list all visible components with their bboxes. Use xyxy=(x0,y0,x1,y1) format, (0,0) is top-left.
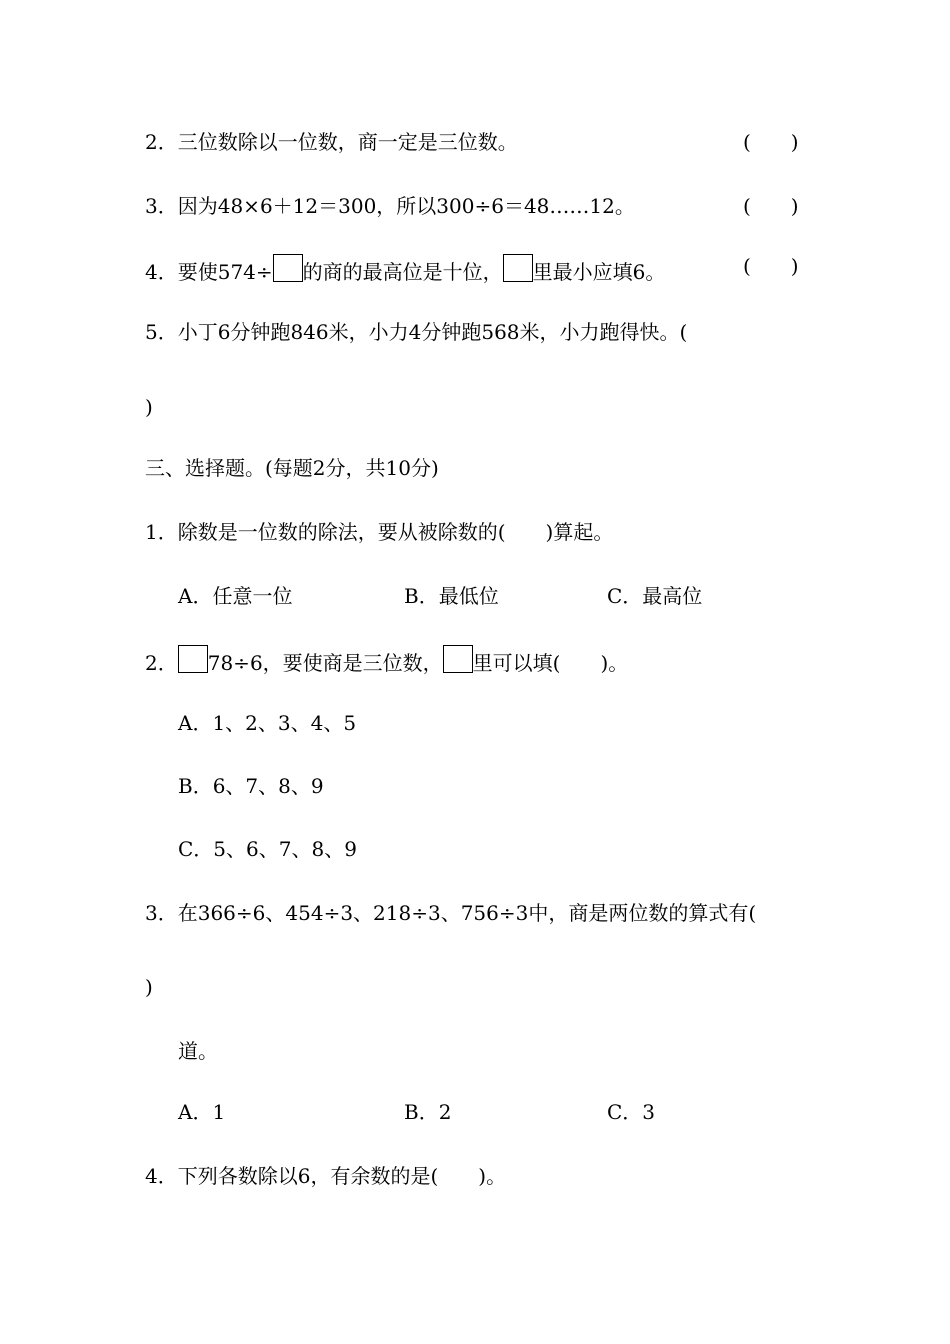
option-c[interactable]: C．3 xyxy=(607,1100,656,1124)
choice-q2 xyxy=(145,645,628,675)
question-text: 78÷6，要使商是三位数， xyxy=(207,651,443,675)
answer-paren-close[interactable]: ) xyxy=(145,975,153,999)
blank-box[interactable] xyxy=(443,645,473,673)
question-continuation: 道。 xyxy=(178,1039,218,1063)
question-text: 的商的最高位是十位， xyxy=(302,260,503,284)
blank-box[interactable] xyxy=(178,645,208,673)
judge-q2 xyxy=(145,130,518,154)
blank-box[interactable] xyxy=(503,254,533,282)
option-c[interactable]: C．最高位 xyxy=(607,584,703,608)
blank-box[interactable] xyxy=(273,254,303,282)
question-number: 4． xyxy=(145,1164,178,1188)
choice-q3 xyxy=(145,901,756,925)
answer-paren[interactable]: ( ) xyxy=(743,194,799,218)
question-text: 里最小应填6。 xyxy=(532,260,666,284)
answer-paren[interactable]: ( ) xyxy=(743,130,799,154)
question-number: 5． xyxy=(145,320,178,344)
question-number: 1． xyxy=(145,520,178,544)
answer-paren[interactable]: ( ) xyxy=(743,254,799,278)
choice-q1 xyxy=(145,520,613,544)
question-text: 三位数除以一位数，商一定是三位数。 xyxy=(177,130,518,154)
option-a[interactable]: A．1 xyxy=(178,1100,226,1124)
choice-q4 xyxy=(145,1164,506,1188)
option-c[interactable]: C．5、6、7、8、9 xyxy=(178,837,357,861)
option-b[interactable]: B．6、7、8、9 xyxy=(178,774,324,798)
judge-q3 xyxy=(145,194,635,218)
option-a[interactable]: A．任意一位 xyxy=(178,584,293,608)
option-b[interactable]: B．2 xyxy=(404,1100,452,1124)
question-text: 小丁6分钟跑846米，小力4分钟跑568米，小力跑得快。( xyxy=(177,320,688,344)
section-title: 三、选择题。(每题2分，共10分) xyxy=(145,456,439,480)
question-number: 3． xyxy=(145,901,178,925)
question-text: 要使574÷ xyxy=(177,260,273,284)
option-a[interactable]: A．1、2、3、4、5 xyxy=(178,711,357,735)
question-number: 4． xyxy=(145,260,178,284)
judge-q5 xyxy=(145,320,687,344)
answer-paren-close[interactable]: ) xyxy=(145,395,153,419)
question-number: 3． xyxy=(145,194,178,218)
question-number: 2． xyxy=(145,130,178,154)
judge-q4 xyxy=(145,254,665,284)
question-text: 里可以填( )。 xyxy=(472,651,629,675)
question-text: 除数是一位数的除法，要从被除数的( )算起。 xyxy=(177,520,614,544)
question-text: 因为48×6＋12＝300，所以300÷6＝48……12。 xyxy=(177,194,635,218)
question-text: 下列各数除以6，有余数的是( )。 xyxy=(177,1164,507,1188)
question-number: 2． xyxy=(145,651,178,675)
option-b[interactable]: B．最低位 xyxy=(404,584,499,608)
question-text: 在366÷6、454÷3、218÷3、756÷3中，商是两位数的算式有( xyxy=(177,901,757,925)
